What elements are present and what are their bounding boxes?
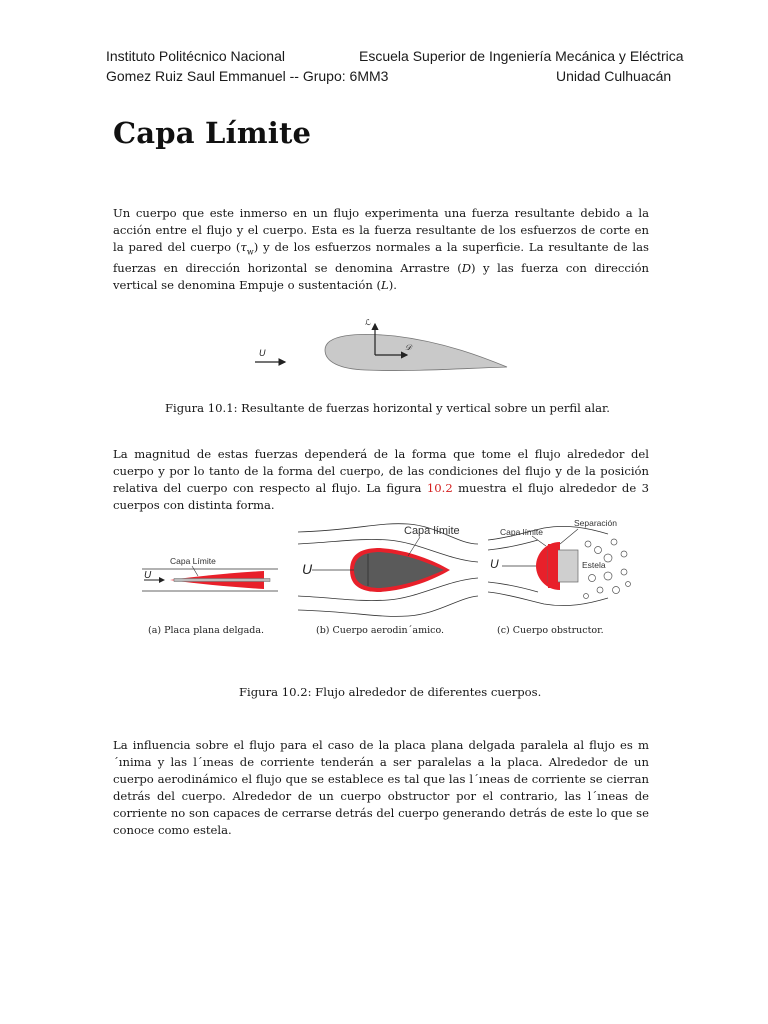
layer-label-b: Capa límite — [404, 525, 460, 537]
separation-label: Separación — [574, 518, 618, 528]
paragraph-magnitude: La magnitud de estas fuerzas dependerá de la forma que tome el flujo alrededor del cuerpo y por lo tanto de la forma del cuerpo, de las condiciones del flujo y de la posición relativa del cuerpo con respecto al flujo. La figura 10.2 muestra el flujo alrededor de 3 cuerpos con distinta forma. — [113, 447, 650, 512]
flat-plate — [174, 579, 270, 582]
figure-aerodynamic-body — [298, 518, 478, 618]
caption-panel-c: (c) Cuerpo obstructor. — [497, 625, 604, 636]
drag-symbol: D — [461, 261, 472, 276]
lift-symbol: L — [381, 278, 389, 293]
flow-label-b: U — [302, 561, 313, 577]
header-school: Escuela Superior de Ingeniería Mecánica y Eléctrica — [359, 48, 684, 64]
figure1-caption: Figura 10.1: Resultante de fuerzas horizontal y vertical sobre un perfil alar. — [165, 401, 610, 415]
wake-label: Estela — [582, 560, 606, 570]
aero-body — [354, 552, 444, 588]
header-author: Gomez Ruiz Saul Emmanuel -- Grupo: 6MM3 — [106, 68, 389, 84]
page-title: Capa Límite — [113, 116, 312, 150]
flow-label-a: U — [144, 570, 152, 581]
paragraph-influence: La influencia sobre el flujo para el caso de la placa plana delgada paralela al flujo es m´ınima y las l´ıneas de corriente tenderán a ser paralelas a la placa. Alrededor de un cuerpo aerodinámico el flujo que se establece es tal que las l´ıneas de corriente se cierran detrás del cuerpo. Alrededor de un cuerpo obstructor por el contrario, las l´ıneas de corriente no son capaces de cerrarse detrás del cuerpo generando detrás de este lo que se conoce como estela. — [113, 738, 649, 837]
header-campus: Unidad Culhuacán — [556, 68, 672, 84]
paragraph-intro: Un cuerpo que este inmerso en un flujo experimenta una fuerza resultante debido a la acción entre el flujo y el cuerpo. Esta es la fuerza resultante de los esfuerzos de corte en la pared del cuerpo $(\tau_w)$ y de los esfuerzos normales a la superficie. La resultante de las fuerzas en dirección horizontal se denomina Arrastre (D) y las fuerza con dirección vertical se denomina Empuje o sustentación (L). — [113, 206, 649, 293]
figure-airfoil — [245, 310, 535, 385]
caption-panel-a: (a) Placa plana delgada. — [148, 625, 265, 636]
layer-label-a: Capa Límite — [170, 556, 216, 566]
figure-flat-plate — [140, 550, 280, 600]
figure-reference-link[interactable]: 10.2 — [426, 481, 453, 495]
figure2-caption: Figura 10.2: Flujo alrededor de diferentes cuerpos. — [239, 685, 542, 699]
header-institution: Instituto Politécnico Nacional — [106, 48, 285, 64]
airfoil-shape — [325, 334, 507, 370]
figure-bluff-body — [488, 514, 638, 609]
lift-axis-label: ℒ — [365, 318, 371, 327]
tau-symbol: τ — [240, 240, 247, 254]
drag-axis-label: 𝒟 — [405, 343, 412, 352]
caption-panel-b: (b) Cuerpo aerodin´amico. — [316, 625, 445, 636]
flow-label-c: U — [490, 557, 499, 571]
tau-subscript: w — [246, 247, 254, 257]
layer-label-c: Capa límite — [500, 527, 543, 537]
flow-label: U — [259, 348, 266, 358]
